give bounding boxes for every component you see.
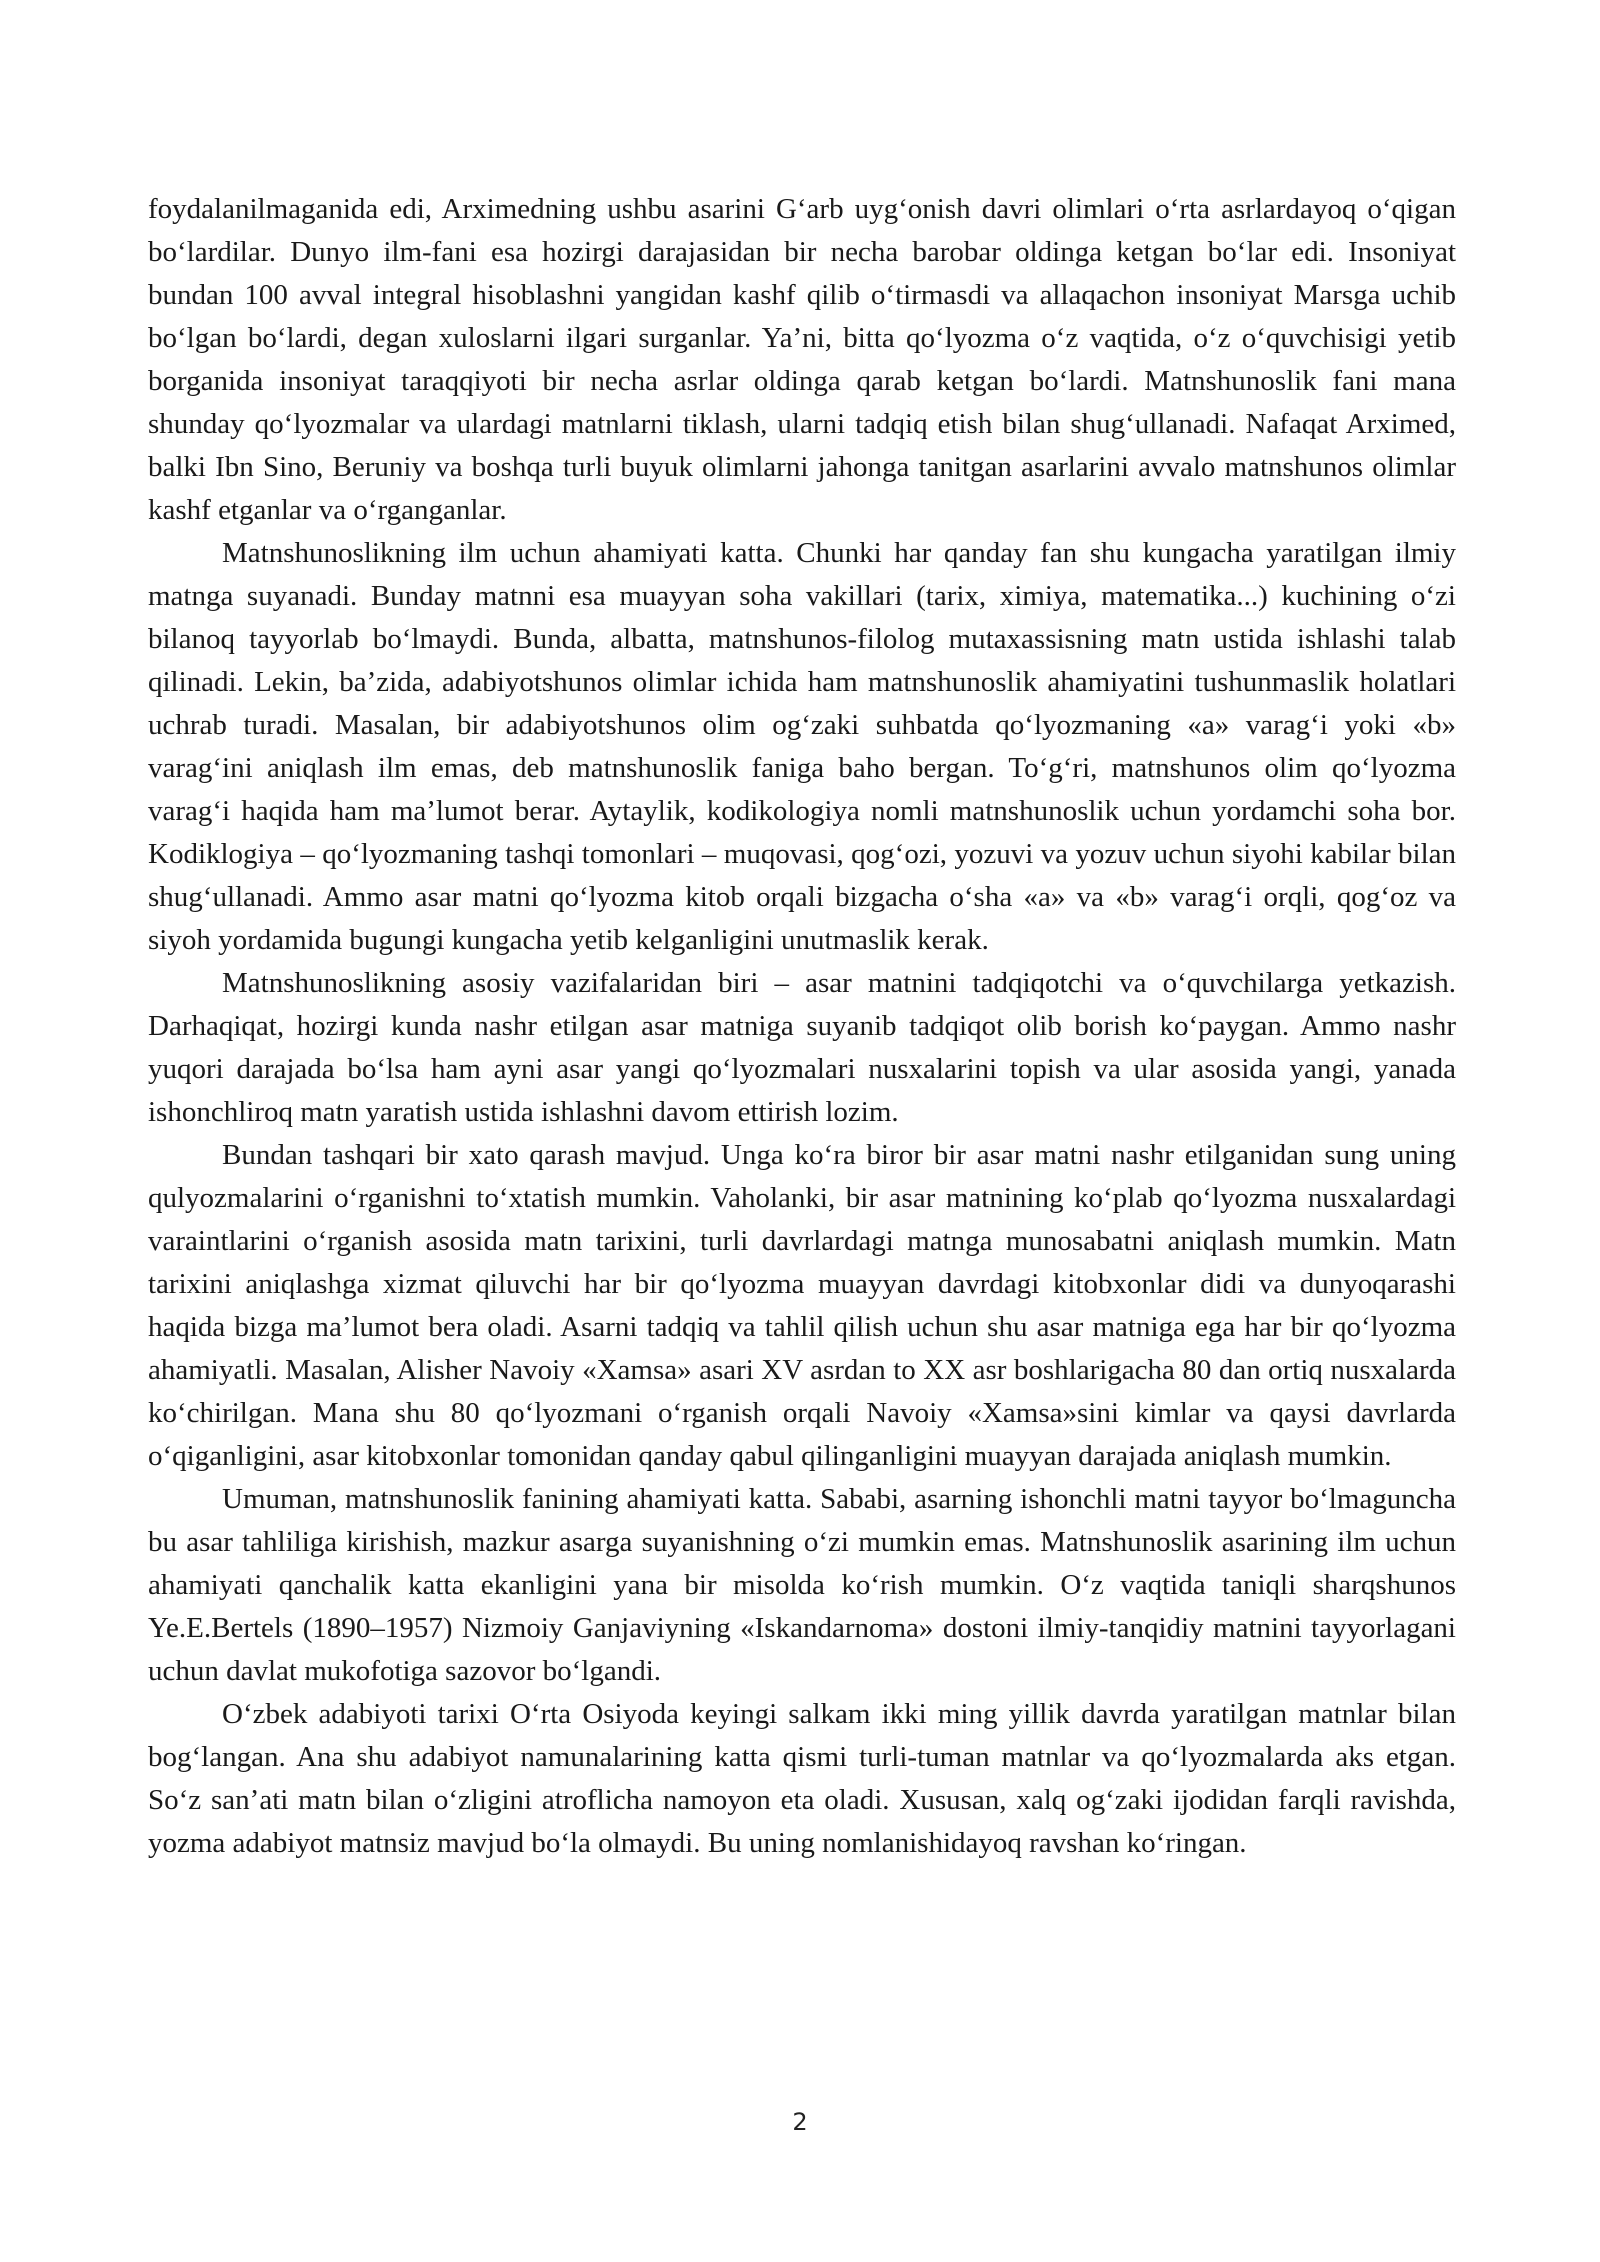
page-body [148, 188, 1456, 1865]
paragraph-continued: foydalanilmaganida edi, Arximedning ushbu asarini G‘arb uyg‘onish davri olimlari o‘rta asrlardayoq o‘qigan bo‘lardilar. Dunyo ilm-fani esa hozirgi darajasidan bir necha barobar oldinga ketgan bo‘lar edi. Insoniyat bundan 100 avval integral hisoblashni yangidan kashf qilib o‘tirmasdi va allaqachon insoniyat Marsga uchib bo‘lgan bo‘lardi, degan xuloslarni ilgari surganlar. Ya’ni, bitta qo‘lyozma o‘z vaqtida, o‘z o‘quvchisigi yetib borganida insoniyat taraqqiyoti bir necha asrlar oldinga qarab ketgan bo‘lardi. Matnshunoslik fani mana shunday qo‘lyozmalar va ulardagi matnlarni tiklash, ularni tadqiq etish bilan shug‘ullanadi. Nafaqat Arximed, balki Ibn Sino, Beruniy va boshqa turli buyuk olimlarni jahonga tanitgan asarlarini avvalo matnshunos olimlar kashf etganlar va o‘rganganlar. [148, 193, 1456, 526]
paragraph: Matnshunoslikning ilm uchun ahamiyati katta. Chunki har qanday fan shu kungacha yaratilgan ilmiy matnga suyanadi. Bunday matnni esa muayyan soha vakillari (tarix, ximiya, matematika...) kuchining o‘zi bilanoq tayyorlab bo‘lmaydi. Bunda, albatta, matnshunos-filolog mutaxassisning matn ustida ishlashi talab qilinadi. Lekin, ba’zida, adabiyotshunos olimlar ichida ham matnshunoslik ahamiyatini tushunmaslik holatlari uchrab turadi. Masalan, bir adabiyotshunos olim og‘zaki suhbatda qo‘lyozmaning «a» varag‘i yoki «b» varag‘ini aniqlash ilm emas, deb matnshunoslik faniga baho bergan. To‘g‘ri, matnshunos olim qo‘lyozma varag‘i haqida ham ma’lumot berar. Aytaylik, kodikologiya nomli matnshunoslik uchun yordamchi soha bor. Kodiklogiya – qo‘lyozmaning tashqi tomonlari – muqovasi, qog‘ozi, yozuvi va yozuv uchun siyohi kabilar bilan shug‘ullanadi. Ammo asar matni qo‘lyozma kitob orqali bizgacha o‘sha «a» va «b» varag‘i orqli, qog‘oz va siyoh yordamida bugungi kungacha yetib kelganligini unutmaslik kerak. [148, 537, 1456, 956]
paragraph: Umuman, matnshunoslik fanining ahamiyati katta. Sababi, asarning ishonchli matni tayyor bo‘lmaguncha bu asar tahliliga kirishish, mazkur asarga suyanishning o‘zi mumkin emas. Matnshunoslik asarining ilm uchun ahamiyati qanchalik katta ekanligini yana bir misolda ko‘rish mumkin. O‘z vaqtida taniqli sharqshunos Ye.E.Bertels (1890–1957) Nizmoiy Ganjaviyning «Iskandarnoma» dostoni ilmiy-tanqidiy matnini tayyorlagani uchun davlat mukofotiga sazovor bo‘lgandi. [148, 1483, 1456, 1687]
page-number: 2 [792, 2108, 808, 2136]
paragraph: Bundan tashqari bir xato qarash mavjud. Unga ko‘ra biror bir asar matni nashr etilganidan sung uning qulyozmalarini o‘rganishni to‘xtatish mumkin. Vaholanki, bir asar matnining ko‘plab qo‘lyozma nusxalardagi varaintlarini o‘rganish asosida matn tarixini, turli davrlardagi matnga munosabatni aniqlash mumkin. Matn tarixini aniqlashga xizmat qiluvchi har bir qo‘lyozma muayyan davrdagi kitobxonlar didi va dunyoqarashi haqida bizga ma’lumot bera oladi. Asarni tadqiq va tahlil qilish uchun shu asar matniga ega har bir qo‘lyozma ahamiyatli. Masalan, Alisher Navoiy «Xamsa» asari XV asrdan to XX asr boshlarigacha 80 dan ortiq nusxalarda ko‘chirilgan. Mana shu 80 qo‘lyozmani o‘rganish orqali Navoiy «Xamsa»sini kimlar va qaysi davrlarda o‘qiganligini, asar kitobxonlar tomonidan qanday qabul qilinganligini muayyan darajada aniqlash mumkin. [148, 1139, 1456, 1472]
paragraph: O‘zbek adabiyoti tarixi O‘rta Osiyoda keyingi salkam ikki ming yillik davrda yaratilgan matnlar bilan bog‘langan. Ana shu adabiyot namunalarining katta qismi turli-tuman matnlar va qo‘lyozmalarda aks etgan. So‘z san’ati matn bilan o‘zligini atroflicha namoyon eta oladi. Xususan, xalq og‘zaki ijodidan farqli ravishda, yozma adabiyot matnsiz mavjud bo‘la olmaydi. Bu uning nomlanishidayoq ravshan ko‘ringan. [148, 1698, 1456, 1859]
paragraph: Matnshunoslikning asosiy vazifalaridan biri – asar matnini tadqiqotchi va o‘quvchilarga yetkazish. Darhaqiqat, hozirgi kunda nashr etilgan asar matniga suyanib tadqiqot olib borish ko‘paygan. Ammo nashr yuqori darajada bo‘lsa ham ayni asar yangi qo‘lyozmalari nusxalarini topish va ular asosida yangi, yanada ishonchliroq matn yaratish ustida ishlashni davom ettirish lozim. [148, 967, 1456, 1128]
